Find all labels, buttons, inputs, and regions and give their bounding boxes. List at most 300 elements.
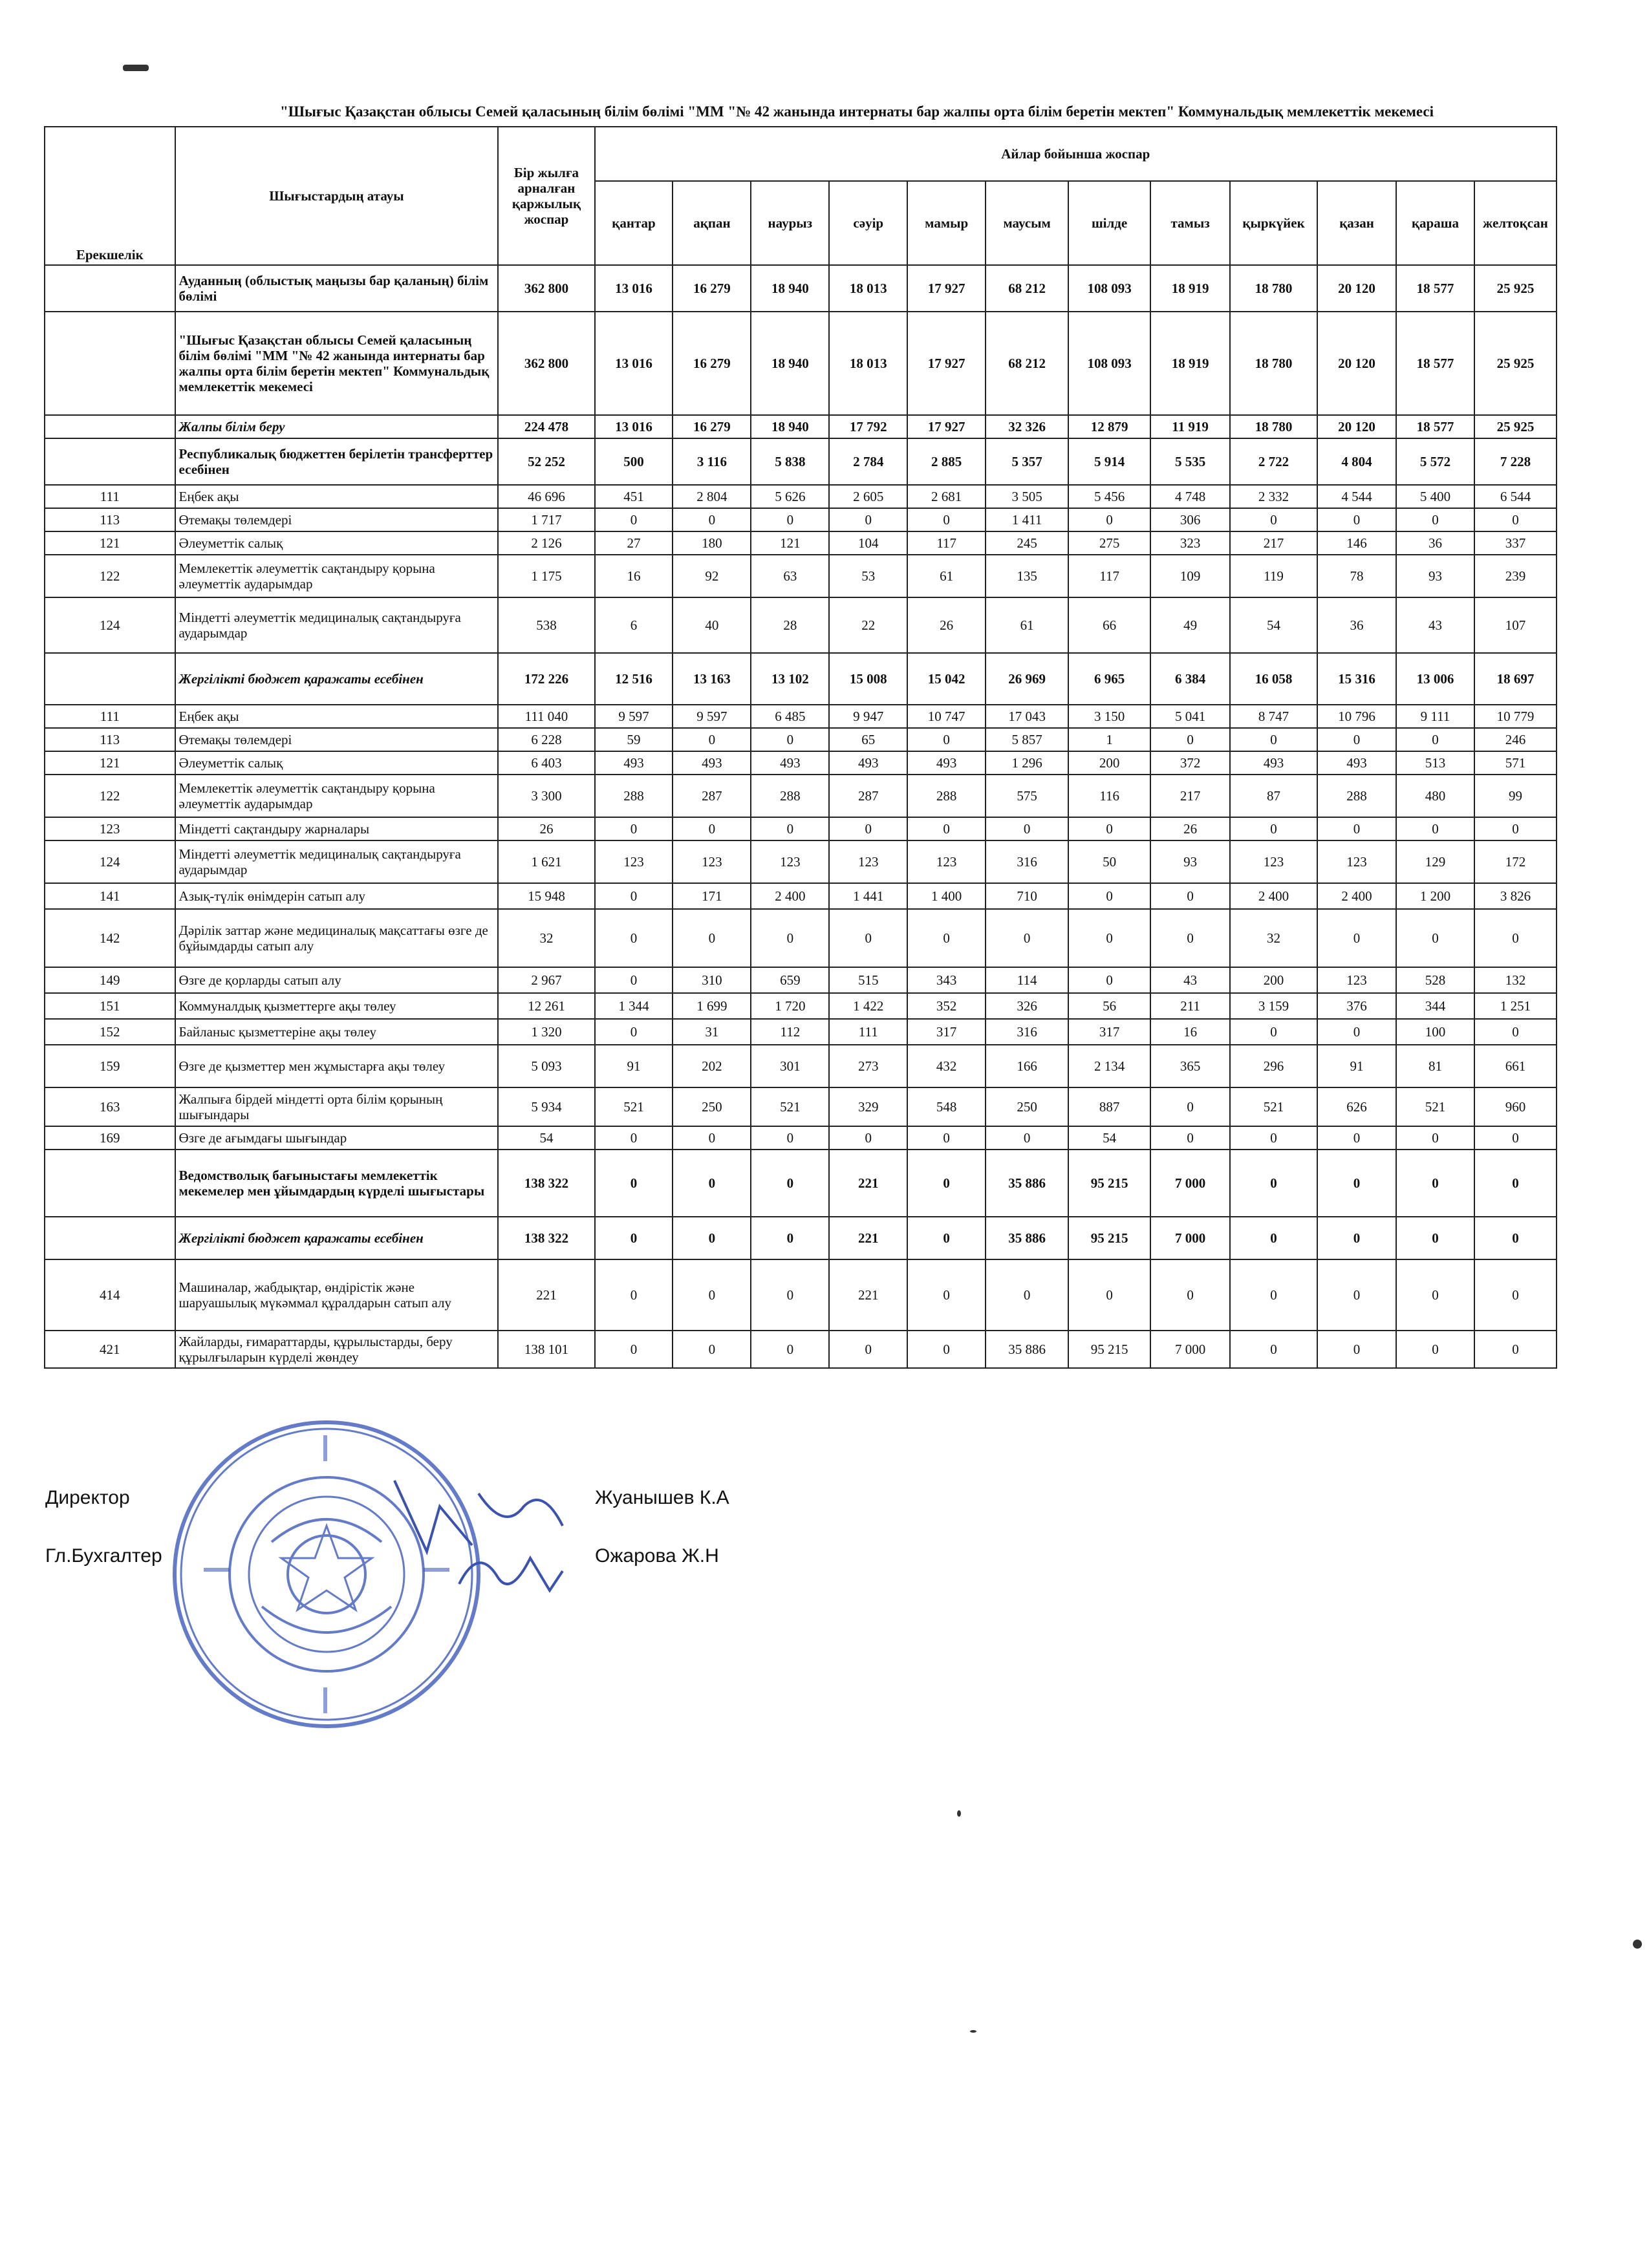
cell-month: 91 xyxy=(595,1045,673,1087)
cell-name: Міндетті сақтандыру жарналары xyxy=(175,817,499,840)
cell-month: 16 058 xyxy=(1230,653,1317,705)
cell-month: 287 xyxy=(829,775,907,817)
cell-code: 421 xyxy=(45,1331,175,1368)
table-row xyxy=(45,312,1557,415)
cell-code: 163 xyxy=(45,1087,175,1126)
cell-month: 32 xyxy=(1230,909,1317,967)
cell-month: 123 xyxy=(907,840,986,883)
table-row xyxy=(45,1331,1557,1368)
cell-month: 2 400 xyxy=(751,883,829,909)
cell-month: 548 xyxy=(907,1087,986,1126)
cell-month: 2 605 xyxy=(829,485,907,508)
cell-month: 18 780 xyxy=(1230,312,1317,415)
cell-month: 0 xyxy=(1150,1087,1230,1126)
cell-name: Міндетті әлеуметтік медициналық сақтандыруға аударымдар xyxy=(175,597,499,653)
cell-code: 169 xyxy=(45,1126,175,1150)
cell-month: 132 xyxy=(1474,967,1557,993)
cell-month: 0 xyxy=(1230,1126,1317,1150)
cell-month: 32 326 xyxy=(986,415,1068,438)
table-row xyxy=(45,1259,1557,1331)
cell-month: 0 xyxy=(673,728,751,751)
cell-month: 129 xyxy=(1396,840,1474,883)
cell-month: 40 xyxy=(673,597,751,653)
cell-month: 16 279 xyxy=(673,415,751,438)
cell-month: 7 000 xyxy=(1150,1331,1230,1368)
cell-code xyxy=(45,415,175,438)
cell-month: 0 xyxy=(1068,508,1150,531)
cell-month: 17 927 xyxy=(907,312,986,415)
cell-month: 1 344 xyxy=(595,993,673,1019)
cell-month: 0 xyxy=(1396,909,1474,967)
cell-month: 36 xyxy=(1317,597,1396,653)
cell-month: 0 xyxy=(1474,1150,1557,1217)
cell-annual: 52 252 xyxy=(498,438,594,485)
header-month: шілде xyxy=(1068,181,1150,265)
cell-month: 3 116 xyxy=(673,438,751,485)
cell-month: 171 xyxy=(673,883,751,909)
cell-month: 78 xyxy=(1317,555,1396,597)
cell-month: 0 xyxy=(1230,1331,1317,1368)
cell-month: 0 xyxy=(1317,1150,1396,1217)
cell-month: 0 xyxy=(907,1259,986,1331)
cell-code: 124 xyxy=(45,840,175,883)
cell-month: 0 xyxy=(1396,817,1474,840)
cell-month: 121 xyxy=(751,531,829,555)
cell-month: 0 xyxy=(673,817,751,840)
cell-month: 13 163 xyxy=(673,653,751,705)
cell-month: 10 747 xyxy=(907,705,986,728)
cell-month: 95 215 xyxy=(1068,1217,1150,1259)
cell-month: 288 xyxy=(1317,775,1396,817)
header-code: Ерекшелік xyxy=(45,127,175,265)
table-row xyxy=(45,1087,1557,1126)
cell-month: 493 xyxy=(829,751,907,775)
cell-month: 6 544 xyxy=(1474,485,1557,508)
cell-code: 123 xyxy=(45,817,175,840)
cell-month: 0 xyxy=(1230,817,1317,840)
cell-month: 0 xyxy=(1317,728,1396,751)
cell-month: 123 xyxy=(595,840,673,883)
cell-name: Жайларды, ғимараттарды, құрылыстарды, беру құрылғыларын күрделі жөндеу xyxy=(175,1331,499,1368)
table-row xyxy=(45,728,1557,751)
cell-month: 513 xyxy=(1396,751,1474,775)
cell-month: 306 xyxy=(1150,508,1230,531)
cell-month: 0 xyxy=(595,817,673,840)
cell-month: 12 516 xyxy=(595,653,673,705)
cell-month: 35 886 xyxy=(986,1150,1068,1217)
cell-name: Жергілікті бюджет қаражаты есебінен xyxy=(175,1217,499,1259)
cell-name: Машиналар, жабдықтар, өндірістік және шаруашылық мүкәммал құралдарын сатып алу xyxy=(175,1259,499,1331)
cell-month: 200 xyxy=(1068,751,1150,775)
cell-month: 18 013 xyxy=(829,265,907,312)
header-month: мамыр xyxy=(907,181,986,265)
cell-month: 7 000 xyxy=(1150,1150,1230,1217)
cell-annual: 362 800 xyxy=(498,312,594,415)
cell-month: 7 228 xyxy=(1474,438,1557,485)
cell-month: 35 886 xyxy=(986,1331,1068,1368)
cell-month: 288 xyxy=(751,775,829,817)
cell-month: 221 xyxy=(829,1150,907,1217)
cell-annual: 12 261 xyxy=(498,993,594,1019)
cell-month: 43 xyxy=(1396,597,1474,653)
cell-month: 5 572 xyxy=(1396,438,1474,485)
cell-month: 61 xyxy=(907,555,986,597)
cell-month: 50 xyxy=(1068,840,1150,883)
cell-code xyxy=(45,265,175,312)
cell-code xyxy=(45,1150,175,1217)
cell-code xyxy=(45,438,175,485)
cell-month: 316 xyxy=(986,840,1068,883)
cell-month: 221 xyxy=(829,1259,907,1331)
table-row xyxy=(45,265,1557,312)
header-months-group: Айлар бойынша жоспар xyxy=(595,127,1557,181)
cell-month: 296 xyxy=(1230,1045,1317,1087)
header-month: қантар xyxy=(595,181,673,265)
cell-month: 17 043 xyxy=(986,705,1068,728)
table-row xyxy=(45,508,1557,531)
cell-month: 2 400 xyxy=(1230,883,1317,909)
cell-month: 8 747 xyxy=(1230,705,1317,728)
cell-month: 0 xyxy=(907,817,986,840)
cell-month: 9 597 xyxy=(673,705,751,728)
cell-month: 661 xyxy=(1474,1045,1557,1087)
cell-month: 123 xyxy=(1317,840,1396,883)
table-row xyxy=(45,555,1557,597)
cell-month: 7 000 xyxy=(1150,1217,1230,1259)
cell-annual: 2 126 xyxy=(498,531,594,555)
cell-name: Коммуналдық қызметтерге ақы төлеу xyxy=(175,993,499,1019)
cell-month: 0 xyxy=(595,883,673,909)
cell-month: 112 xyxy=(751,1019,829,1045)
cell-annual: 1 717 xyxy=(498,508,594,531)
cell-month: 1 251 xyxy=(1474,993,1557,1019)
cell-name: Міндетті әлеуметтік медициналық сақтандыруға аударымдар xyxy=(175,840,499,883)
cell-month: 0 xyxy=(1317,909,1396,967)
cell-month: 0 xyxy=(1474,1217,1557,1259)
cell-month: 493 xyxy=(673,751,751,775)
cell-month: 4 748 xyxy=(1150,485,1230,508)
cell-name: Еңбек ақы xyxy=(175,705,499,728)
cell-code xyxy=(45,653,175,705)
cell-month: 11 919 xyxy=(1150,415,1230,438)
cell-month: 0 xyxy=(1474,1259,1557,1331)
cell-month: 13 016 xyxy=(595,312,673,415)
cell-annual: 362 800 xyxy=(498,265,594,312)
header-month: қараша xyxy=(1396,181,1474,265)
cell-annual: 5 093 xyxy=(498,1045,594,1087)
cell-month: 43 xyxy=(1150,967,1230,993)
cell-month: 17 927 xyxy=(907,415,986,438)
cell-month: 275 xyxy=(1068,531,1150,555)
cell-month: 0 xyxy=(1317,817,1396,840)
cell-month: 0 xyxy=(1474,817,1557,840)
table-row xyxy=(45,840,1557,883)
cell-month: 0 xyxy=(1396,508,1474,531)
cell-month: 0 xyxy=(751,1331,829,1368)
cell-name: Байланыс қызметтеріне ақы төлеу xyxy=(175,1019,499,1045)
header-month: желтоқсан xyxy=(1474,181,1557,265)
cell-month: 13 016 xyxy=(595,415,673,438)
cell-month: 123 xyxy=(829,840,907,883)
cell-month: 2 681 xyxy=(907,485,986,508)
cell-month: 53 xyxy=(829,555,907,597)
cell-month: 2 332 xyxy=(1230,485,1317,508)
cell-month: 245 xyxy=(986,531,1068,555)
cell-month: 16 279 xyxy=(673,312,751,415)
cell-month: 25 925 xyxy=(1474,265,1557,312)
cell-month: 575 xyxy=(986,775,1068,817)
cell-month: 500 xyxy=(595,438,673,485)
cell-month: 217 xyxy=(1230,531,1317,555)
cell-month: 61 xyxy=(986,597,1068,653)
cell-code: 159 xyxy=(45,1045,175,1087)
cell-month: 0 xyxy=(751,1150,829,1217)
cell-month: 31 xyxy=(673,1019,751,1045)
cell-month: 111 xyxy=(829,1019,907,1045)
table-row xyxy=(45,705,1557,728)
cell-month: 344 xyxy=(1396,993,1474,1019)
cell-annual: 2 967 xyxy=(498,967,594,993)
cell-month: 0 xyxy=(595,1019,673,1045)
cell-code: 141 xyxy=(45,883,175,909)
cell-month: 20 120 xyxy=(1317,312,1396,415)
cell-month: 0 xyxy=(595,1126,673,1150)
cell-month: 81 xyxy=(1396,1045,1474,1087)
cell-month: 0 xyxy=(1317,508,1396,531)
cell-code: 151 xyxy=(45,993,175,1019)
cell-month: 0 xyxy=(1230,1259,1317,1331)
cell-annual: 1 175 xyxy=(498,555,594,597)
cell-month: 0 xyxy=(1396,1331,1474,1368)
cell-code: 113 xyxy=(45,508,175,531)
cell-month: 3 505 xyxy=(986,485,1068,508)
cell-month: 4 804 xyxy=(1317,438,1396,485)
cell-month: 528 xyxy=(1396,967,1474,993)
cell-month: 323 xyxy=(1150,531,1230,555)
cell-month: 93 xyxy=(1396,555,1474,597)
cell-month: 887 xyxy=(1068,1087,1150,1126)
cell-month: 20 120 xyxy=(1317,415,1396,438)
cell-month: 0 xyxy=(1150,728,1230,751)
cell-month: 372 xyxy=(1150,751,1230,775)
cell-month: 172 xyxy=(1474,840,1557,883)
cell-month: 0 xyxy=(751,1259,829,1331)
cell-month: 0 xyxy=(829,1331,907,1368)
cell-month: 63 xyxy=(751,555,829,597)
cell-month: 317 xyxy=(907,1019,986,1045)
cell-month: 480 xyxy=(1396,775,1474,817)
cell-name: Өзге де қызметтер мен жұмыстарға ақы төлеу xyxy=(175,1045,499,1087)
header-month: ақпан xyxy=(673,181,751,265)
cell-month: 0 xyxy=(595,1150,673,1217)
cell-month: 93 xyxy=(1150,840,1230,883)
cell-code: 121 xyxy=(45,751,175,775)
cell-month: 0 xyxy=(907,1217,986,1259)
cell-annual: 172 226 xyxy=(498,653,594,705)
cell-month: 343 xyxy=(907,967,986,993)
cell-month: 0 xyxy=(986,909,1068,967)
cell-month: 16 xyxy=(1150,1019,1230,1045)
cell-month: 26 xyxy=(907,597,986,653)
cell-annual: 1 621 xyxy=(498,840,594,883)
cell-month: 3 826 xyxy=(1474,883,1557,909)
scan-speck xyxy=(970,2030,976,2033)
cell-annual: 54 xyxy=(498,1126,594,1150)
cell-month: 123 xyxy=(751,840,829,883)
cell-month: 316 xyxy=(986,1019,1068,1045)
cell-month: 18 780 xyxy=(1230,415,1317,438)
cell-month: 0 xyxy=(829,508,907,531)
cell-month: 116 xyxy=(1068,775,1150,817)
cell-month: 0 xyxy=(907,1126,986,1150)
cell-month: 0 xyxy=(673,1217,751,1259)
cell-month: 493 xyxy=(907,751,986,775)
cell-month: 28 xyxy=(751,597,829,653)
cell-month: 114 xyxy=(986,967,1068,993)
cell-month: 1 441 xyxy=(829,883,907,909)
cell-month: 180 xyxy=(673,531,751,555)
cell-month: 18 577 xyxy=(1396,312,1474,415)
table-row xyxy=(45,817,1557,840)
cell-month: 521 xyxy=(1396,1087,1474,1126)
cell-annual: 221 xyxy=(498,1259,594,1331)
cell-month: 22 xyxy=(829,597,907,653)
cell-month: 0 xyxy=(1396,1259,1474,1331)
accountant-name: Ожарова Ж.Н xyxy=(595,1545,719,1567)
cell-month: 1 400 xyxy=(907,883,986,909)
cell-month: 68 212 xyxy=(986,312,1068,415)
cell-month: 26 xyxy=(1150,817,1230,840)
cell-month: 0 xyxy=(751,728,829,751)
cell-month: 95 215 xyxy=(1068,1331,1150,1368)
cell-month: 0 xyxy=(595,1331,673,1368)
cell-month: 3 150 xyxy=(1068,705,1150,728)
budget-table xyxy=(44,126,1557,1369)
cell-month: 9 597 xyxy=(595,705,673,728)
cell-month: 2 784 xyxy=(829,438,907,485)
cell-month: 0 xyxy=(673,1150,751,1217)
cell-name: Жалпыға бірдей міндетті орта білім қорының шығындары xyxy=(175,1087,499,1126)
official-round-seal-icon xyxy=(165,1413,488,1736)
cell-name: Өзге де ағымдағы шығындар xyxy=(175,1126,499,1150)
table-row xyxy=(45,653,1557,705)
cell-month: 15 008 xyxy=(829,653,907,705)
cell-month: 352 xyxy=(907,993,986,1019)
table-row xyxy=(45,485,1557,508)
cell-month: 0 xyxy=(595,1217,673,1259)
cell-annual: 15 948 xyxy=(498,883,594,909)
cell-month: 0 xyxy=(1317,1331,1396,1368)
cell-month: 0 xyxy=(595,508,673,531)
cell-month: 329 xyxy=(829,1087,907,1126)
cell-month: 0 xyxy=(1474,508,1557,531)
cell-annual: 26 xyxy=(498,817,594,840)
cell-month: 365 xyxy=(1150,1045,1230,1087)
cell-month: 0 xyxy=(986,1126,1068,1150)
cell-name: Ауданның (облыстық маңызы бар қаланың) білім бөлімі xyxy=(175,265,499,312)
cell-month: 13 016 xyxy=(595,265,673,312)
cell-month: 0 xyxy=(1317,1259,1396,1331)
cell-name: Өтемақы төлемдері xyxy=(175,508,499,531)
table-row xyxy=(45,1126,1557,1150)
cell-month: 0 xyxy=(829,817,907,840)
cell-month: 960 xyxy=(1474,1087,1557,1126)
table-row xyxy=(45,438,1557,485)
cell-month: 5 041 xyxy=(1150,705,1230,728)
header-month: сәуір xyxy=(829,181,907,265)
cell-annual: 111 040 xyxy=(498,705,594,728)
cell-month: 0 xyxy=(1150,1259,1230,1331)
cell-month: 0 xyxy=(595,1259,673,1331)
cell-month: 13 006 xyxy=(1396,653,1474,705)
cell-annual: 3 300 xyxy=(498,775,594,817)
director-label: Директор xyxy=(45,1487,130,1508)
cell-month: 13 102 xyxy=(751,653,829,705)
cell-code: 414 xyxy=(45,1259,175,1331)
cell-month: 0 xyxy=(1396,728,1474,751)
cell-month: 108 093 xyxy=(1068,265,1150,312)
cell-name: Еңбек ақы xyxy=(175,485,499,508)
cell-month: 2 722 xyxy=(1230,438,1317,485)
cell-month: 515 xyxy=(829,967,907,993)
cell-name: Мемлекеттік әлеуметтік сақтандыру қорына әлеуметтік аударымдар xyxy=(175,775,499,817)
cell-month: 0 xyxy=(673,1331,751,1368)
cell-month: 5 535 xyxy=(1150,438,1230,485)
cell-month: 326 xyxy=(986,993,1068,1019)
cell-month: 18 940 xyxy=(751,265,829,312)
cell-code: 113 xyxy=(45,728,175,751)
cell-name: Жалпы білім беру xyxy=(175,415,499,438)
cell-month: 0 xyxy=(907,1331,986,1368)
cell-month: 337 xyxy=(1474,531,1557,555)
cell-annual: 138 322 xyxy=(498,1217,594,1259)
cell-code: 124 xyxy=(45,597,175,653)
cell-name: Жергілікті бюджет қаражаты есебінен xyxy=(175,653,499,705)
cell-month: 104 xyxy=(829,531,907,555)
table-row xyxy=(45,775,1557,817)
scan-speck xyxy=(123,65,149,71)
cell-month: 5 857 xyxy=(986,728,1068,751)
cell-month: 2 400 xyxy=(1317,883,1396,909)
table-row xyxy=(45,597,1557,653)
cell-month: 59 xyxy=(595,728,673,751)
cell-month: 35 886 xyxy=(986,1217,1068,1259)
cell-month: 9 111 xyxy=(1396,705,1474,728)
table-row xyxy=(45,993,1557,1019)
cell-month: 200 xyxy=(1230,967,1317,993)
cell-month: 0 xyxy=(673,909,751,967)
cell-month: 18 577 xyxy=(1396,265,1474,312)
cell-month: 0 xyxy=(673,1259,751,1331)
cell-month: 0 xyxy=(1396,1217,1474,1259)
header-month: қазан xyxy=(1317,181,1396,265)
table-row xyxy=(45,909,1557,967)
cell-month: 5 914 xyxy=(1068,438,1150,485)
cell-month: 0 xyxy=(1230,728,1317,751)
header-month: наурыз xyxy=(751,181,829,265)
cell-month: 18 577 xyxy=(1396,415,1474,438)
cell-month: 0 xyxy=(1474,1019,1557,1045)
cell-name: "Шығыс Қазақстан облысы Семей қаласының білім бөлімі "ММ "№ 42 жанында интернаты бар жалпы орта білім беретін мектеп" Коммунальдық мемлекеттік мекемесі xyxy=(175,312,499,415)
accountant-label: Гл.Бухгалтер xyxy=(45,1545,162,1567)
cell-month: 135 xyxy=(986,555,1068,597)
scan-speck xyxy=(1633,1940,1642,1949)
cell-month: 0 xyxy=(673,508,751,531)
cell-month: 250 xyxy=(986,1087,1068,1126)
cell-month: 432 xyxy=(907,1045,986,1087)
cell-name: Әлеуметтік салық xyxy=(175,751,499,775)
cell-month: 15 316 xyxy=(1317,653,1396,705)
